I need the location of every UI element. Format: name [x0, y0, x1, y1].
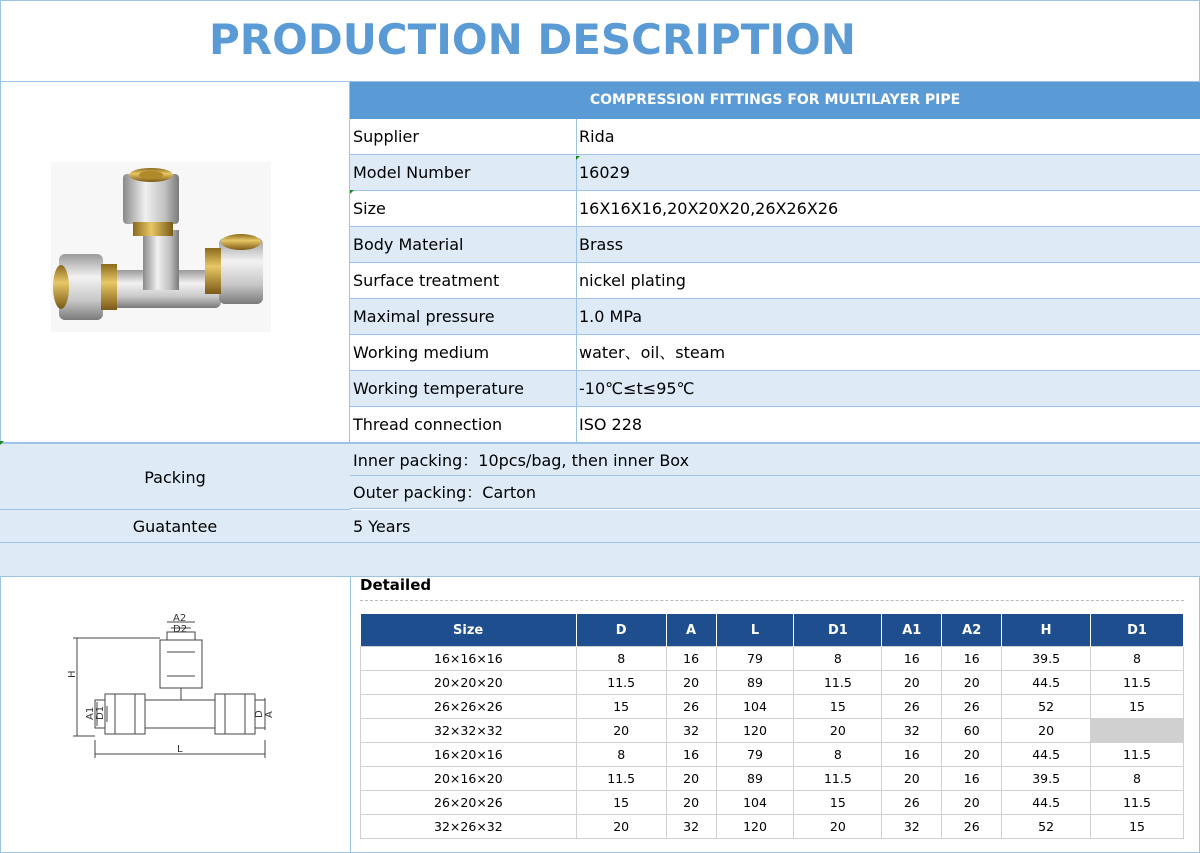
table-cell: 15: [1091, 695, 1184, 719]
table-cell: 20: [794, 719, 882, 743]
table-cell: 20: [882, 767, 942, 791]
table-row: [361, 743, 1184, 767]
cell-marker: [350, 190, 354, 194]
guarantee-value: 5 Years: [350, 510, 1200, 543]
spec-value: 1.0 MPa: [579, 307, 643, 326]
table-cell: 89: [716, 767, 794, 791]
spec-key: Maximal pressure: [353, 307, 495, 326]
d-label: D: [254, 710, 265, 718]
table-cell: 11.5: [794, 767, 882, 791]
table-cell: 104: [716, 695, 794, 719]
table-cell: 20×16×20: [361, 767, 577, 791]
table-cell: 52: [1002, 815, 1091, 839]
title-cell: [0, 0, 1200, 82]
product-image-cell: [0, 82, 350, 443]
spec-row: [350, 263, 1200, 299]
table-cell: 16×20×16: [361, 743, 577, 767]
spec-separator: [576, 155, 577, 191]
spec-row: [350, 227, 1200, 263]
spec-value: -10℃≤t≤95℃: [579, 379, 695, 398]
table-cell: 20: [942, 791, 1002, 815]
column-header: Size: [361, 614, 577, 647]
table-cell: 44.5: [1002, 743, 1091, 767]
spec-row: [350, 191, 1200, 227]
spec-value: ISO 228: [579, 415, 643, 434]
a2-label: A2: [173, 613, 187, 624]
cell-marker: [576, 156, 580, 160]
a-label: A: [264, 711, 275, 718]
table-cell: 26: [942, 695, 1002, 719]
table-cell: 11.5: [1091, 791, 1184, 815]
table-cell: 20: [666, 767, 716, 791]
technical-drawing: [55, 612, 285, 772]
table-row: [361, 791, 1184, 815]
spec-table-header: COMPRESSION FITTINGS FOR MULTILAYER PIPE: [350, 82, 1200, 119]
spec-value: 16029: [579, 163, 630, 182]
spec-separator: [576, 299, 577, 335]
spec-value: 16X16X16,20X20X20,26X26X26: [579, 199, 839, 218]
spec-value: nickel plating: [579, 271, 686, 290]
table-row: [361, 815, 1184, 839]
table-cell: 79: [716, 647, 794, 671]
a1-label: A1: [85, 706, 96, 720]
table-cell: 120: [716, 719, 794, 743]
table-cell: 20: [576, 815, 666, 839]
spec-separator: [576, 371, 577, 407]
table-cell: 20: [666, 671, 716, 695]
table-cell: 11.5: [794, 671, 882, 695]
table-cell: [1091, 719, 1184, 743]
spec-key: Size: [353, 199, 386, 218]
table-cell: 32×26×32: [361, 815, 577, 839]
table-cell: 11.5: [1091, 743, 1184, 767]
table-cell: 32: [882, 719, 942, 743]
table-cell: 16: [882, 743, 942, 767]
inner-packing: Inner packing：10pcs/bag, then inner Box: [350, 443, 1200, 476]
table-cell: 60: [942, 719, 1002, 743]
table-cell: 8: [576, 647, 666, 671]
table-cell: 104: [716, 791, 794, 815]
table-cell: 16×16×16: [361, 647, 577, 671]
column-header: L: [716, 614, 794, 647]
table-row: [361, 695, 1184, 719]
spec-key: Working temperature: [353, 379, 524, 398]
table-cell: 15: [1091, 815, 1184, 839]
table-cell: 32: [882, 815, 942, 839]
detailed-heading: Detailed: [360, 576, 432, 594]
spec-row: [350, 155, 1200, 191]
spec-separator: [576, 119, 577, 155]
table-cell: 20: [882, 671, 942, 695]
brass-tee-fitting-image: [51, 162, 271, 332]
table-cell: 26×26×26: [361, 695, 577, 719]
packing-label: Packing: [0, 443, 350, 510]
spec-row: [350, 299, 1200, 335]
column-header: D1: [1091, 614, 1184, 647]
column-header: D1: [794, 614, 882, 647]
table-cell: 32: [666, 815, 716, 839]
spec-key: Supplier: [353, 127, 419, 146]
divider: [350, 576, 351, 853]
table-cell: 16: [666, 647, 716, 671]
table-cell: 8: [1091, 767, 1184, 791]
column-header: H: [1002, 614, 1091, 647]
d1-label: D1: [95, 705, 106, 720]
table-cell: 26: [882, 695, 942, 719]
column-header: A2: [942, 614, 1002, 647]
table-cell: 15: [576, 695, 666, 719]
spec-key: Body Material: [353, 235, 464, 254]
d2-label: D2: [173, 624, 188, 635]
table-cell: 32×32×32: [361, 719, 577, 743]
table-cell: 20: [666, 791, 716, 815]
table-cell: 15: [794, 791, 882, 815]
table-row: [361, 647, 1184, 671]
table-cell: 11.5: [576, 671, 666, 695]
spec-row: [350, 407, 1200, 443]
spec-key: Surface treatment: [353, 271, 500, 290]
table-cell: 20×20×20: [361, 671, 577, 695]
table-cell: 79: [716, 743, 794, 767]
spec-separator: [576, 407, 577, 443]
spec-separator: [576, 191, 577, 227]
table-cell: 16: [666, 743, 716, 767]
table-cell: 20: [1002, 719, 1091, 743]
dashed-divider: [360, 600, 1184, 601]
outer-packing: Outer packing：Carton: [350, 476, 1200, 509]
table-row: [361, 767, 1184, 791]
guarantee-label: Guatantee: [0, 510, 350, 543]
table-cell: 39.5: [1002, 767, 1091, 791]
table-row: [361, 719, 1184, 743]
column-header: D: [576, 614, 666, 647]
spec-row: [350, 371, 1200, 407]
spec-separator: [576, 263, 577, 299]
table-cell: 32: [666, 719, 716, 743]
table-cell: 20: [942, 671, 1002, 695]
column-header: A1: [882, 614, 942, 647]
spec-row: [350, 119, 1200, 155]
table-cell: 15: [794, 695, 882, 719]
table-cell: 15: [576, 791, 666, 815]
table-cell: 52: [1002, 695, 1091, 719]
column-header: A: [666, 614, 716, 647]
table-cell: 26×20×26: [361, 791, 577, 815]
spec-value: Rida: [579, 127, 615, 146]
table-row: [361, 671, 1184, 695]
table-cell: 16: [942, 767, 1002, 791]
spec-key: Model Number: [353, 163, 471, 182]
h-label: H: [67, 670, 78, 678]
spec-value: water、oil、steam: [579, 343, 726, 362]
table-cell: 8: [1091, 647, 1184, 671]
cell-marker: [0, 441, 4, 445]
table-cell: 16: [942, 647, 1002, 671]
spec-row: [350, 335, 1200, 371]
table-cell: 8: [794, 743, 882, 767]
table-cell: 26: [942, 815, 1002, 839]
spec-key: Working medium: [353, 343, 490, 362]
table-cell: 26: [666, 695, 716, 719]
table-cell: 8: [576, 743, 666, 767]
table-cell: 44.5: [1002, 671, 1091, 695]
blank-row: [0, 543, 1200, 576]
spec-separator: [576, 227, 577, 263]
table-cell: 20: [794, 815, 882, 839]
spec-value: Brass: [579, 235, 624, 254]
dimension-table: [360, 614, 1184, 839]
page-title: PRODUCTION DESCRIPTION: [209, 15, 856, 64]
table-cell: 8: [794, 647, 882, 671]
spec-key: Thread connection: [353, 415, 503, 434]
table-cell: 16: [882, 647, 942, 671]
l-label: L: [177, 744, 183, 755]
table-cell: 89: [716, 671, 794, 695]
table-cell: 11.5: [1091, 671, 1184, 695]
table-cell: 11.5: [576, 767, 666, 791]
table-cell: 20: [576, 719, 666, 743]
table-cell: 20: [942, 743, 1002, 767]
table-cell: 26: [882, 791, 942, 815]
spec-separator: [576, 335, 577, 371]
table-cell: 44.5: [1002, 791, 1091, 815]
table-cell: 39.5: [1002, 647, 1091, 671]
table-cell: 120: [716, 815, 794, 839]
